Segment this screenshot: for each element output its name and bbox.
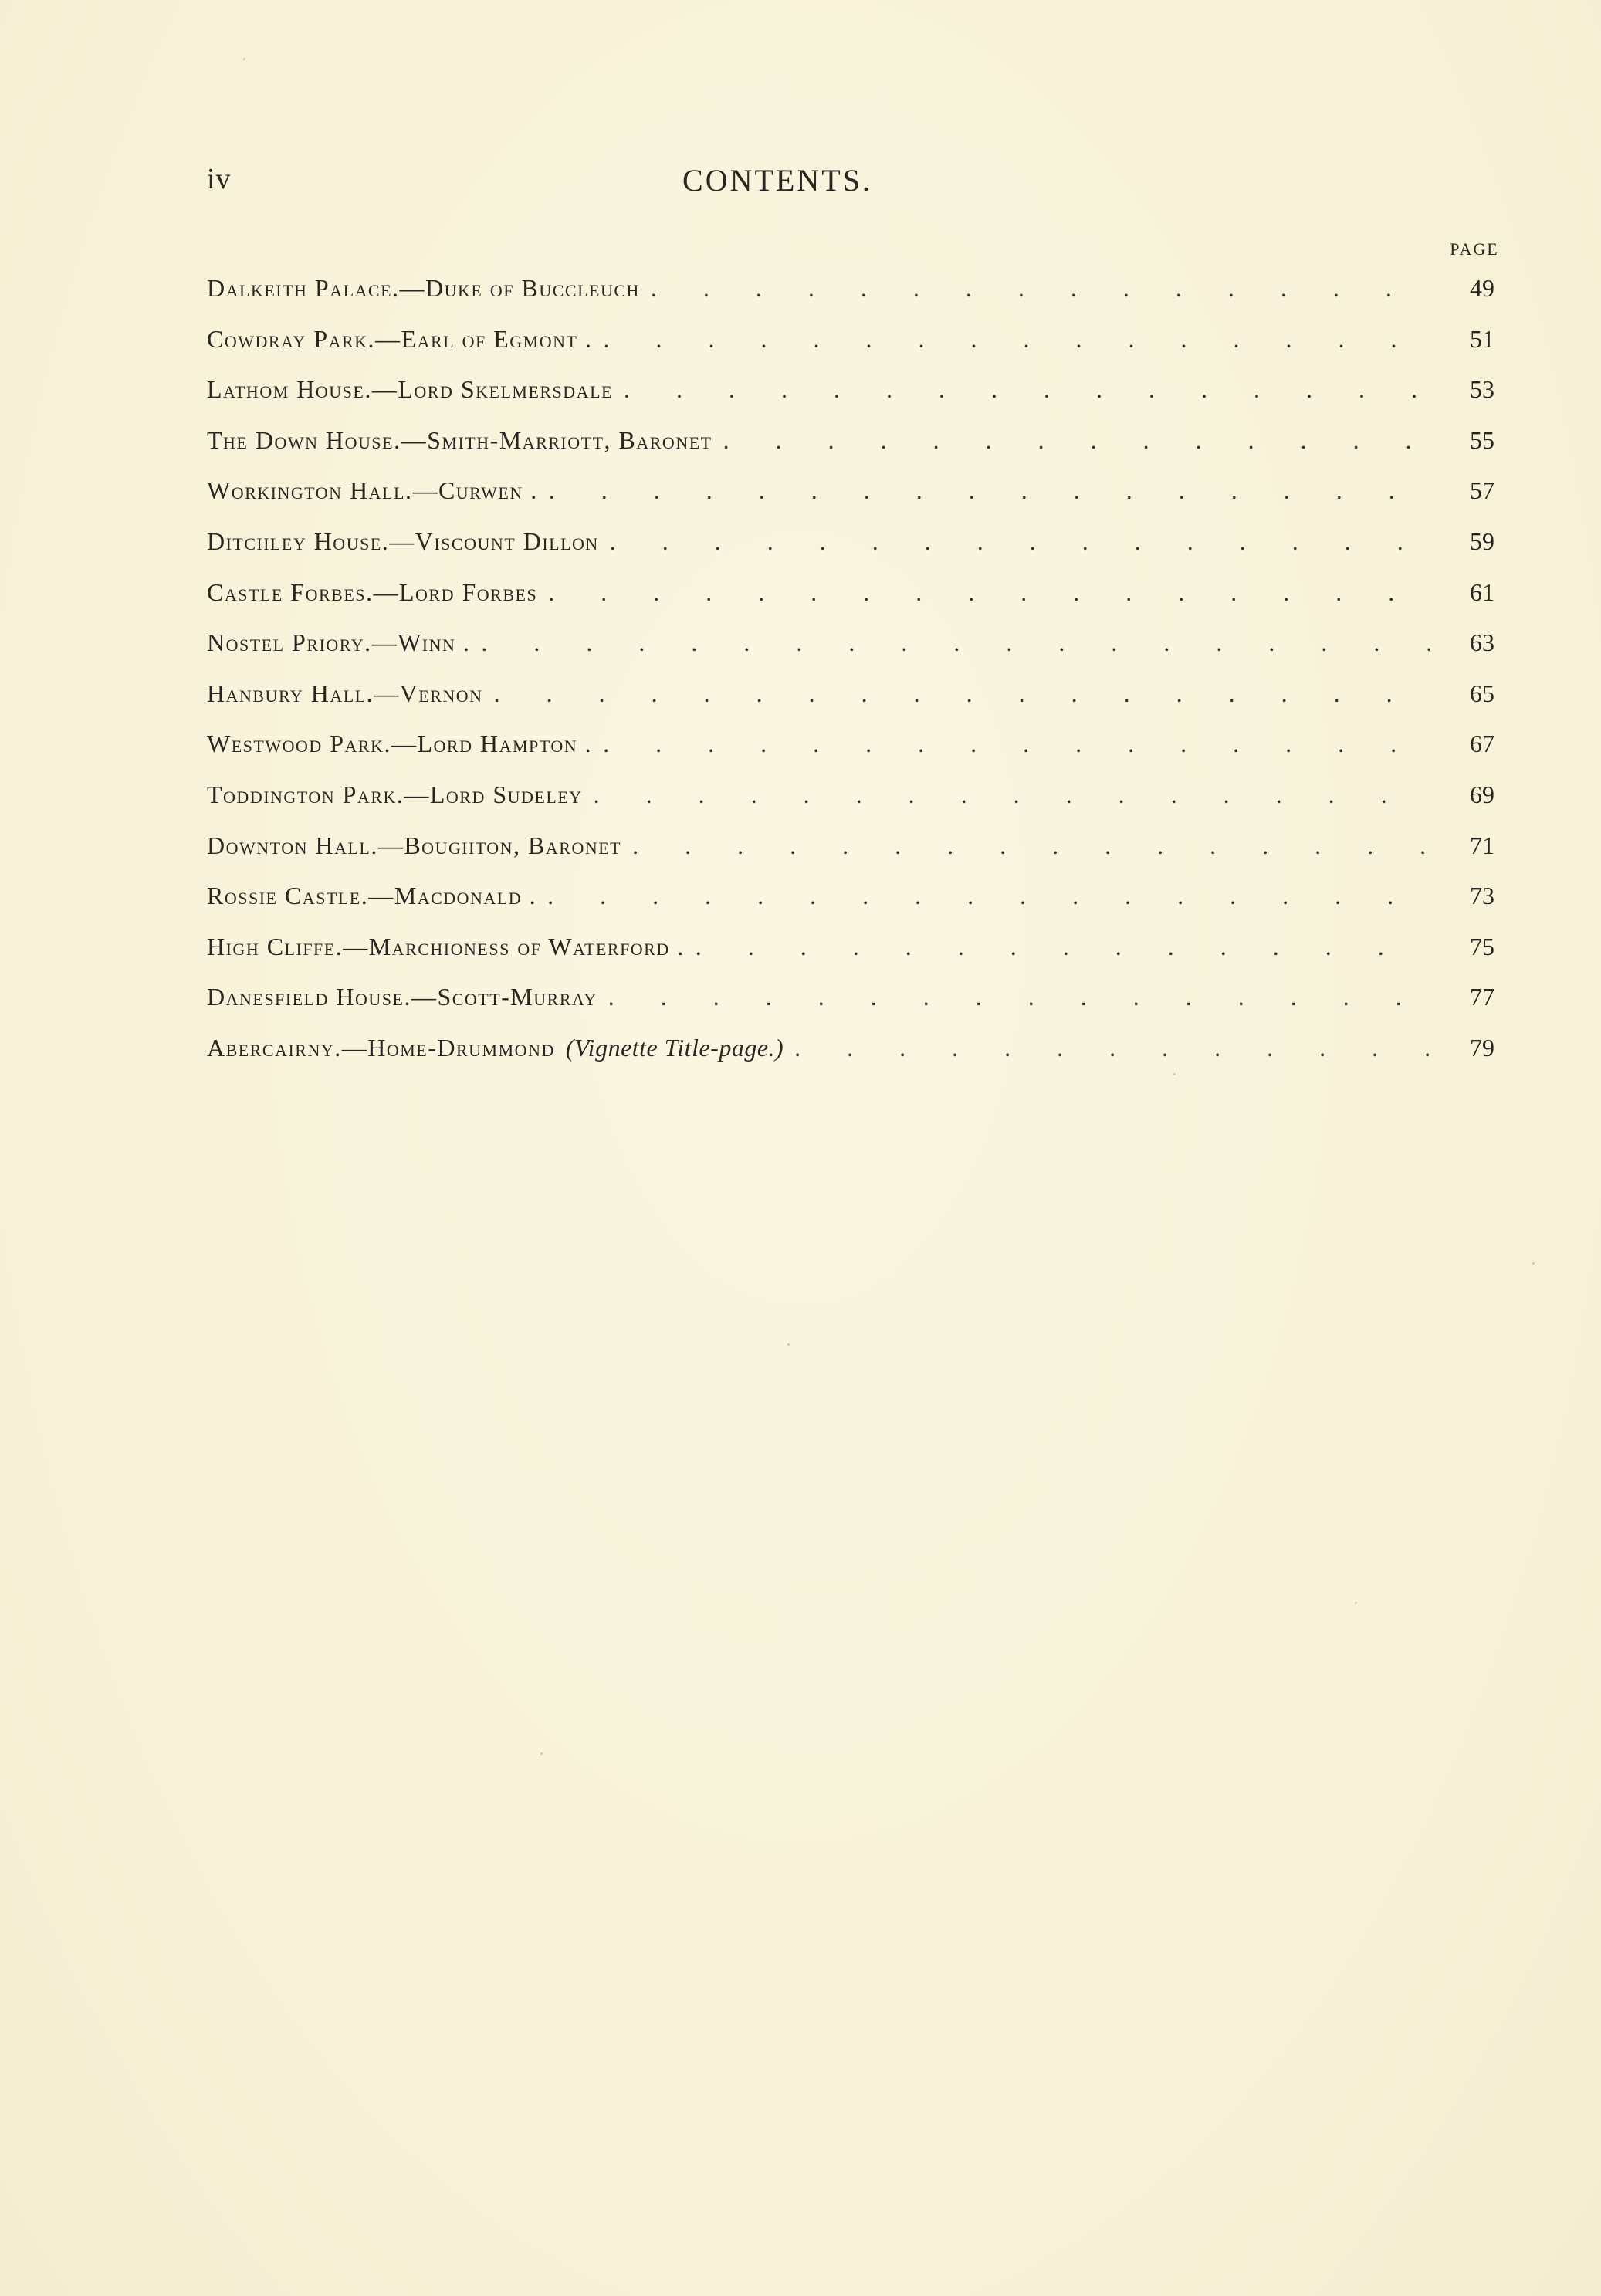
dot-leader [610,523,1430,559]
entry-title: Downton Hall.—Boughton, Baronet [207,831,622,859]
page-title: CONTENTS. [682,163,872,198]
dot-leader [624,371,1430,407]
contents-entry [207,270,1494,321]
entry-title: High Cliffe.—Marchioness of Waterford . [207,932,685,960]
entry-page-number: 49 [1470,274,1494,302]
paper-speck [540,1752,543,1755]
paper-speck [1355,1602,1357,1604]
entry-page-number: 77 [1470,983,1494,1011]
entry-title: Abercairny.—Home-Drummond (Vignette Title-page.) [207,1033,784,1062]
contents-entry [207,726,1494,777]
dot-leader [632,828,1430,863]
entry-title: Danesfield House.—Scott-Murray [207,983,597,1011]
contents-entry [207,523,1494,574]
dot-leader [603,321,1430,357]
entry-title: Hanbury Hall.—Vernon [207,679,483,707]
dot-leader [548,574,1430,610]
contents-entry [207,979,1494,1030]
entry-page-number: 79 [1470,1033,1494,1062]
entry-title: Dalkeith Palace.—Duke of Buccleuch [207,274,640,302]
contents-entry [207,625,1494,676]
entry-title: Nostel Priory.—Winn . [207,628,471,657]
entry-title: Ditchley House.—Viscount Dillon [207,527,599,555]
entry-title: Rossie Castle.—Macdonald . [207,882,537,910]
dot-leader [549,472,1430,508]
dot-leader [494,676,1430,711]
dot-leader [651,270,1430,306]
entry-title: Castle Forbes.—Lord Forbes [207,577,538,606]
contents-list [207,270,1494,1081]
entry-title: Toddington Park.—Lord Sudeley [207,780,583,808]
entry-title: Workington Hall.—Curwen . [207,476,538,505]
entry-title: Lathom House.—Lord Skelmersdale [207,375,613,404]
dot-leader [603,726,1430,761]
contents-entry [207,574,1494,625]
entry-page-number: 61 [1470,577,1494,606]
entry-title: Cowdray Park.—Earl of Egmont . [207,324,593,353]
entry-page-number: 71 [1470,831,1494,859]
contents-entry [207,777,1494,828]
paper-speck [1173,1073,1176,1075]
dot-leader [481,625,1430,660]
contents-entry [207,878,1494,929]
entry-page-number: 59 [1470,527,1494,555]
entry-page-number: 63 [1470,628,1494,657]
entry-page-number: 53 [1470,375,1494,404]
entry-title: The Down House.—Smith-Marriott, Baronet [207,425,712,454]
entry-title: Westwood Park.—Lord Hampton . [207,730,593,758]
contents-entry [207,422,1494,473]
entry-page-number: 67 [1470,730,1494,758]
dot-leader [794,1030,1430,1065]
page-folio: iv [207,163,232,195]
entry-page-number: 51 [1470,324,1494,353]
dot-leader [547,878,1430,913]
paper-speck [787,1343,790,1346]
running-head [0,162,1601,208]
page-column-heading: PAGE [1450,239,1499,259]
dot-leader [594,777,1430,812]
paper-speck [1532,1262,1535,1265]
entry-page-number: 73 [1470,882,1494,910]
entry-page-number: 55 [1470,425,1494,454]
contents-entry [207,929,1494,980]
contents-entry [207,676,1494,726]
dot-leader [608,979,1430,1014]
entry-page-number: 75 [1470,932,1494,960]
contents-entry [207,371,1494,422]
paper-speck [243,58,245,60]
entry-page-number: 57 [1470,476,1494,505]
dot-leader [723,422,1430,458]
contents-entry [207,472,1494,523]
contents-entry [207,1030,1494,1081]
entry-note: (Vignette Title-page.) [565,1033,784,1062]
dot-leader [696,929,1430,964]
entry-page-number: 69 [1470,780,1494,808]
contents-entry [207,321,1494,372]
contents-entry [207,828,1494,879]
entry-page-number: 65 [1470,679,1494,707]
